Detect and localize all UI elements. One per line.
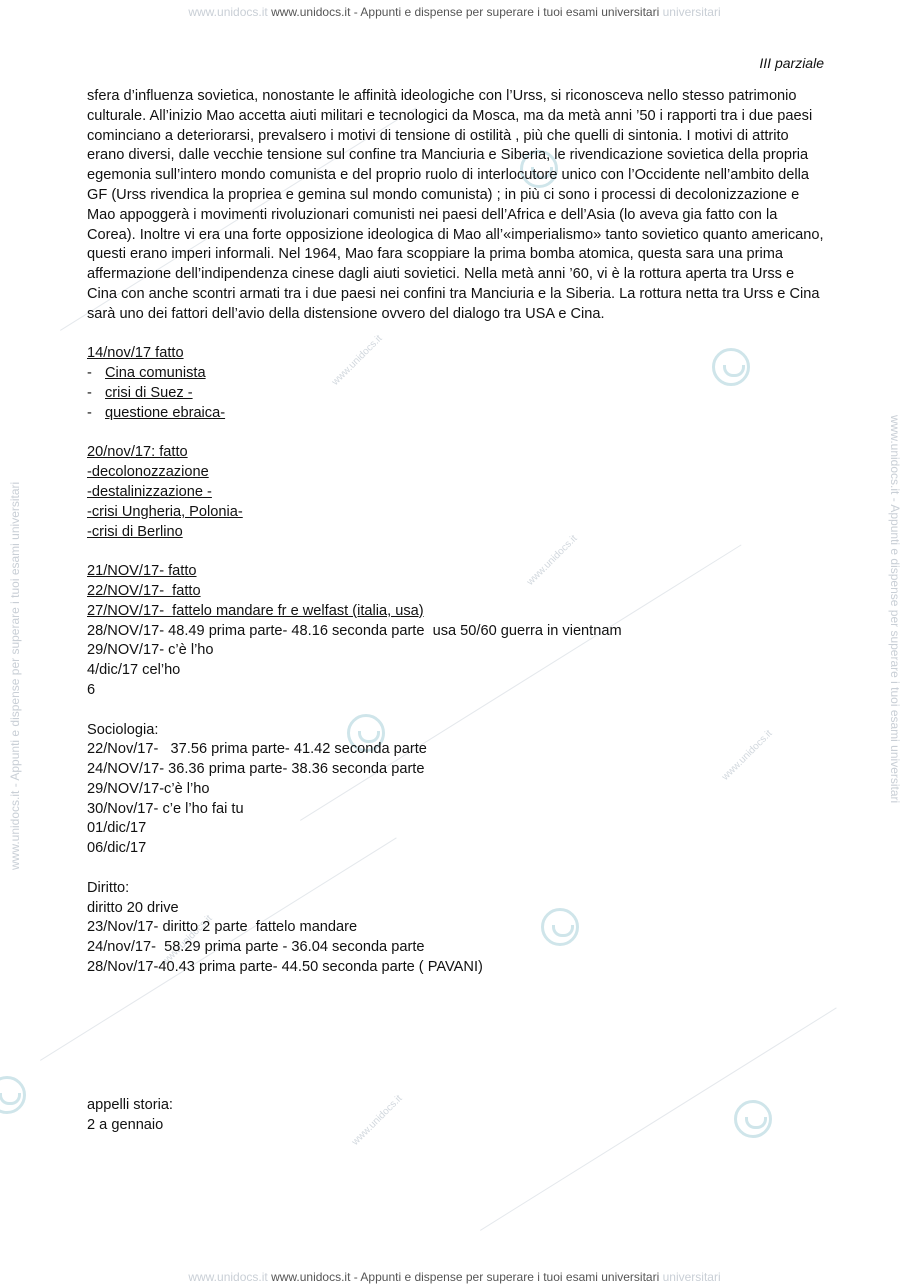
- block-nov-dates: [87, 562, 827, 701]
- list-item: 22/NOV/17- fatto: [87, 582, 201, 599]
- section-title: Diritto:: [87, 879, 130, 896]
- list-item: 06/dic/17: [87, 840, 147, 857]
- watermark-bar-text: www.unidocs.it - Appunti e dispense per superare i tuoi esami universitari: [271, 1270, 660, 1284]
- list-item: 28/Nov/17-40.43 prima parte- 44.50 seconda parte ( PAVANI): [87, 959, 483, 976]
- block-appelli: [87, 1096, 827, 1136]
- list-item: 22/Nov/17- 37.56 prima parte- 41.42 seconda parte: [87, 741, 427, 758]
- list-item: [87, 364, 827, 384]
- bullet-dash: -: [87, 384, 92, 401]
- block-20-nov: [87, 443, 827, 542]
- watermark-diagonal-text: www.unidocs.it: [350, 1093, 405, 1148]
- section-title: appelli storia:: [87, 1096, 173, 1113]
- watermark-bar-top: [0, 1, 909, 23]
- block-14-nov: [87, 344, 827, 423]
- list-item: 24/NOV/17- 36.36 prima parte- 38.36 seconda parte: [87, 761, 425, 778]
- list-item: 6: [87, 681, 96, 698]
- block-title: 20/nov/17: fatto: [87, 444, 188, 461]
- watermark-bar-right: universitari: [662, 1270, 721, 1284]
- watermark-side-right: www.unidocs.it - Appunti e dispense per superare i tuoi esami universitari: [888, 415, 902, 804]
- list-item: -destalinizzazione -: [87, 483, 212, 500]
- watermark-diagonal-text: www.unidocs.it: [720, 728, 775, 783]
- page-header-label: III parziale: [759, 55, 824, 71]
- bullet-dash: -: [87, 404, 92, 421]
- list-item-text: questione ebraica-: [105, 404, 226, 421]
- list-item: 23/Nov/17- diritto 2 parte fattelo mandare: [87, 919, 358, 936]
- section-title: Sociologia:: [87, 721, 159, 738]
- list-item: 24/nov/17- 58.29 prima parte - 36.04 seconda parte: [87, 939, 425, 956]
- list-item: 29/NOV/17-c’è l’ho: [87, 780, 210, 797]
- watermark-bar-bottom: [0, 1266, 909, 1288]
- watermark-diagonal-text: www.unidocs.it: [525, 533, 580, 588]
- list-item: 2 a gennaio: [87, 1116, 164, 1133]
- list-item: 4/dic/17 cel’ho: [87, 662, 181, 679]
- list-item: 29/NOV/17- c’è l’ho: [87, 642, 214, 659]
- watermark-bar-right: universitari: [662, 5, 721, 19]
- watermark-diagonal-text: www.unidocs.it: [330, 333, 385, 388]
- watermark-diagonal-text: www.unidocs.it: [160, 913, 215, 968]
- list-item: 27/NOV/17- fattelo mandare fr e welfast (italia, usa): [87, 602, 424, 619]
- list-item: [87, 384, 827, 404]
- watermark-bar-left: www.unidocs.it: [188, 1270, 268, 1284]
- list-item: -crisi di Berlino: [87, 523, 183, 540]
- watermark-side-left: www.unidocs.it - Appunti e dispense per superare i tuoi esami universitari: [8, 481, 22, 870]
- list-item: -crisi Ungheria, Polonia-: [87, 503, 243, 520]
- list-item: 28/NOV/17- 48.49 prima parte- 48.16 seconda parte usa 50/60 guerra in vientnam: [87, 622, 622, 639]
- list-item: diritto 20 drive: [87, 899, 179, 916]
- list-item: 30/Nov/17- c’e l’ho fai tu: [87, 800, 244, 817]
- watermark-bar-text: www.unidocs.it - Appunti e dispense per superare i tuoi esami universitari: [271, 5, 660, 19]
- block-diritto: [87, 879, 827, 978]
- watermark-bar-left: www.unidocs.it: [188, 5, 268, 19]
- block-sociologia: [87, 721, 827, 860]
- history-paragraph: sfera d’influenza sovietica, nonostante le affinità ideologiche con l’Urss, si riconosceva nello stesso patrimonio culturale. All’inizio Mao accetta aiuti militari e tecnologici da Mosca, ma da metà anni ’50 i rapporti tra i due paesi cominciano a deteriorarsi, prevalsero i motivi di tensione di ostilità , più che quelli di sintonia. I motivi di attrito erano diversi, dalle vecchie tensione sul confine tra Manciuria e Siberia, le rivendicazione sovietica della propria egemonia sull’intero mondo comunista e del proprio ruolo di interlocutore unico con l’Occidente nell’ambito della GF (Urss rivendica la propriea e gemina sul mondo comunista) ; in più ci sono i processi di decolonizzazione e Mao appoggerà i movimenti rivoluzionari comunisti nei paesi dell’Africa e dell’Asia (lo aveva gia fatto con la Corea). Inoltre vi era una forte opposizione ideologica di Mao all’«imperialismo» tanto sovietico quanto americano, questi erano imperi informali. Nel 1964, Mao fara scoppiare la prima bomba atomica, questa sara una prima affermazione dell’indipendenza cinese dagli aiuti sovietici. Nella metà anni ’60, vi è la rottura aperta tra Urss e Cina con anche scontri armati tra i due paesi nei confini tra Manciuria e la Siberia. La rottura netta tra Urss e Cina sarà uno dei fattori dell’avio della distensione ovvero del dialogo tra USA e Cina.: [87, 88, 824, 322]
- list-item: [87, 404, 827, 424]
- list-item: 21/NOV/17- fatto: [87, 563, 197, 580]
- bullet-dash: -: [87, 365, 92, 382]
- list-item: 01/dic/17: [87, 820, 147, 837]
- list-item: -decolonozzazione: [87, 464, 209, 481]
- watermark-logo-icon: [0, 1076, 26, 1114]
- block-title: 14/nov/17 fatto: [87, 345, 184, 362]
- list-item-text: Cina comunista: [105, 365, 206, 382]
- document-body: [87, 87, 827, 1135]
- list-item-text: crisi di Suez -: [105, 384, 193, 401]
